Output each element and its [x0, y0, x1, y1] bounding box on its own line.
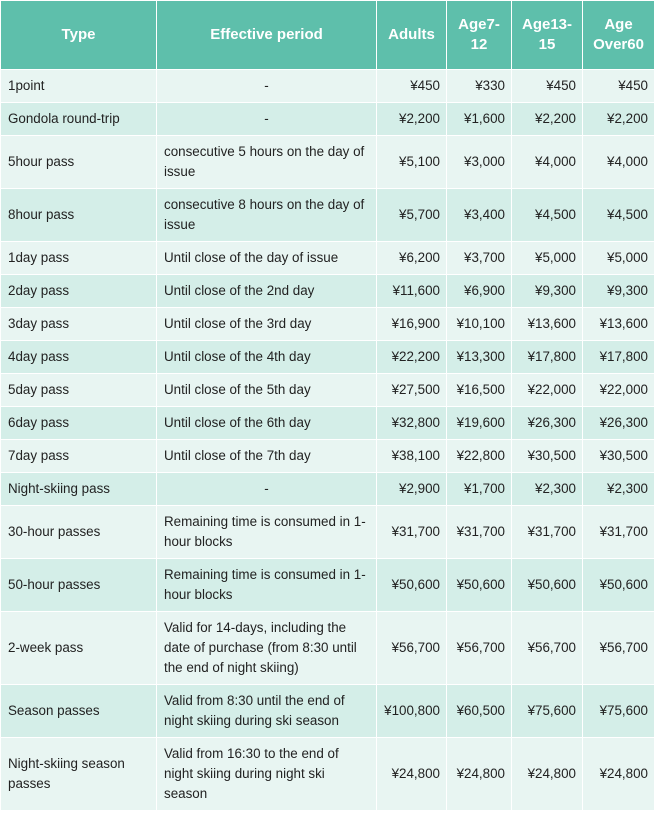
- cell-age7-12: ¥10,100: [447, 308, 512, 341]
- cell-age-over60: ¥56,700: [583, 612, 654, 685]
- header-effective-period: Effective period: [157, 1, 377, 70]
- cell-period: -: [157, 103, 377, 136]
- table-row: [1, 612, 654, 685]
- cell-adults: ¥6,200: [377, 242, 447, 275]
- cell-age13-15: ¥56,700: [512, 612, 583, 685]
- cell-type: 7day pass: [1, 440, 157, 473]
- cell-period: Until close of the 5th day: [157, 374, 377, 407]
- table-row: [1, 473, 654, 506]
- cell-type: 2-week pass: [1, 612, 157, 685]
- table-row: [1, 70, 654, 103]
- cell-type: 50-hour passes: [1, 559, 157, 612]
- cell-type: Season passes: [1, 685, 157, 738]
- cell-type: Night-skiing season passes: [1, 738, 157, 811]
- cell-age-over60: ¥50,600: [583, 559, 654, 612]
- cell-age13-15: ¥75,600: [512, 685, 583, 738]
- cell-age7-12: ¥22,800: [447, 440, 512, 473]
- cell-period: Remaining time is consumed in 1-hour blocks: [157, 506, 377, 559]
- cell-age-over60: ¥13,600: [583, 308, 654, 341]
- cell-age7-12: ¥6,900: [447, 275, 512, 308]
- cell-type: 4day pass: [1, 341, 157, 374]
- cell-period: Until close of the 6th day: [157, 407, 377, 440]
- cell-adults: ¥2,200: [377, 103, 447, 136]
- cell-age7-12: ¥56,700: [447, 612, 512, 685]
- cell-type: 5day pass: [1, 374, 157, 407]
- cell-age13-15: ¥26,300: [512, 407, 583, 440]
- header-age-over60: Age Over60: [583, 1, 654, 70]
- cell-adults: ¥16,900: [377, 308, 447, 341]
- cell-age7-12: ¥3,700: [447, 242, 512, 275]
- cell-age-over60: ¥31,700: [583, 506, 654, 559]
- cell-period: Valid for 14-days, including the date of purchase (from 8:30 until the end of night skiing): [157, 612, 377, 685]
- cell-age-over60: ¥2,300: [583, 473, 654, 506]
- table-row: [1, 374, 654, 407]
- cell-age-over60: ¥5,000: [583, 242, 654, 275]
- cell-period: Until close of the 2nd day: [157, 275, 377, 308]
- cell-adults: ¥22,200: [377, 341, 447, 374]
- cell-age7-12: ¥13,300: [447, 341, 512, 374]
- cell-age-over60: ¥22,000: [583, 374, 654, 407]
- cell-type: 6day pass: [1, 407, 157, 440]
- table-row: [1, 136, 654, 189]
- cell-type: 3day pass: [1, 308, 157, 341]
- table-row: [1, 308, 654, 341]
- table-row: [1, 275, 654, 308]
- header-age7-12: Age7- 12: [447, 1, 512, 70]
- table-row: [1, 407, 654, 440]
- cell-period: Valid from 16:30 to the end of night skiing during night ski season: [157, 738, 377, 811]
- cell-adults: ¥56,700: [377, 612, 447, 685]
- cell-age13-15: ¥9,300: [512, 275, 583, 308]
- cell-age-over60: ¥9,300: [583, 275, 654, 308]
- cell-type: Night-skiing pass: [1, 473, 157, 506]
- cell-age-over60: ¥4,500: [583, 189, 654, 242]
- cell-period: consecutive 5 hours on the day of issue: [157, 136, 377, 189]
- cell-age7-12: ¥60,500: [447, 685, 512, 738]
- cell-period: Until close of the 4th day: [157, 341, 377, 374]
- cell-age-over60: ¥30,500: [583, 440, 654, 473]
- cell-age13-15: ¥2,200: [512, 103, 583, 136]
- table-row: [1, 341, 654, 374]
- cell-age13-15: ¥4,500: [512, 189, 583, 242]
- cell-period: -: [157, 473, 377, 506]
- cell-age13-15: ¥24,800: [512, 738, 583, 811]
- cell-period: Remaining time is consumed in 1-hour blocks: [157, 559, 377, 612]
- cell-period: Valid from 8:30 until the end of night skiing during ski season: [157, 685, 377, 738]
- cell-adults: ¥32,800: [377, 407, 447, 440]
- cell-age-over60: ¥17,800: [583, 341, 654, 374]
- cell-type: 5hour pass: [1, 136, 157, 189]
- cell-period: -: [157, 70, 377, 103]
- header-type: Type: [1, 1, 157, 70]
- table-row: [1, 685, 654, 738]
- table-row: [1, 738, 654, 811]
- cell-age7-12: ¥31,700: [447, 506, 512, 559]
- cell-age-over60: ¥24,800: [583, 738, 654, 811]
- cell-age13-15: ¥30,500: [512, 440, 583, 473]
- cell-age7-12: ¥19,600: [447, 407, 512, 440]
- cell-age-over60: ¥26,300: [583, 407, 654, 440]
- table-row: [1, 189, 654, 242]
- header-adults: Adults: [377, 1, 447, 70]
- cell-age13-15: ¥450: [512, 70, 583, 103]
- cell-age7-12: ¥50,600: [447, 559, 512, 612]
- cell-age7-12: ¥1,600: [447, 103, 512, 136]
- cell-age13-15: ¥13,600: [512, 308, 583, 341]
- cell-type: 30-hour passes: [1, 506, 157, 559]
- cell-age13-15: ¥50,600: [512, 559, 583, 612]
- cell-period: consecutive 8 hours on the day of issue: [157, 189, 377, 242]
- cell-adults: ¥2,900: [377, 473, 447, 506]
- cell-age7-12: ¥3,400: [447, 189, 512, 242]
- table-row: [1, 506, 654, 559]
- cell-age-over60: ¥2,200: [583, 103, 654, 136]
- cell-adults: ¥38,100: [377, 440, 447, 473]
- cell-period: Until close of the 3rd day: [157, 308, 377, 341]
- cell-type: 2day pass: [1, 275, 157, 308]
- cell-age7-12: ¥16,500: [447, 374, 512, 407]
- cell-adults: ¥27,500: [377, 374, 447, 407]
- cell-adults: ¥24,800: [377, 738, 447, 811]
- cell-age13-15: ¥2,300: [512, 473, 583, 506]
- table-row: [1, 440, 654, 473]
- cell-age7-12: ¥3,000: [447, 136, 512, 189]
- cell-period: Until close of the 7th day: [157, 440, 377, 473]
- cell-type: Gondola round-trip: [1, 103, 157, 136]
- cell-age13-15: ¥4,000: [512, 136, 583, 189]
- cell-age13-15: ¥31,700: [512, 506, 583, 559]
- header-row: [1, 1, 654, 70]
- cell-age7-12: ¥1,700: [447, 473, 512, 506]
- cell-age-over60: ¥450: [583, 70, 654, 103]
- cell-adults: ¥31,700: [377, 506, 447, 559]
- cell-age-over60: ¥75,600: [583, 685, 654, 738]
- cell-type: 8hour pass: [1, 189, 157, 242]
- cell-age7-12: ¥24,800: [447, 738, 512, 811]
- table-row: [1, 559, 654, 612]
- cell-age13-15: ¥22,000: [512, 374, 583, 407]
- cell-age-over60: ¥4,000: [583, 136, 654, 189]
- cell-age7-12: ¥330: [447, 70, 512, 103]
- cell-age13-15: ¥5,000: [512, 242, 583, 275]
- table-row: [1, 103, 654, 136]
- header-age13-15: Age13- 15: [512, 1, 583, 70]
- cell-adults: ¥11,600: [377, 275, 447, 308]
- cell-period: Until close of the day of issue: [157, 242, 377, 275]
- cell-age13-15: ¥17,800: [512, 341, 583, 374]
- cell-type: 1point: [1, 70, 157, 103]
- cell-adults: ¥5,700: [377, 189, 447, 242]
- cell-adults: ¥50,600: [377, 559, 447, 612]
- cell-adults: ¥100,800: [377, 685, 447, 738]
- table-row: [1, 242, 654, 275]
- cell-adults: ¥5,100: [377, 136, 447, 189]
- cell-type: 1day pass: [1, 242, 157, 275]
- cell-adults: ¥450: [377, 70, 447, 103]
